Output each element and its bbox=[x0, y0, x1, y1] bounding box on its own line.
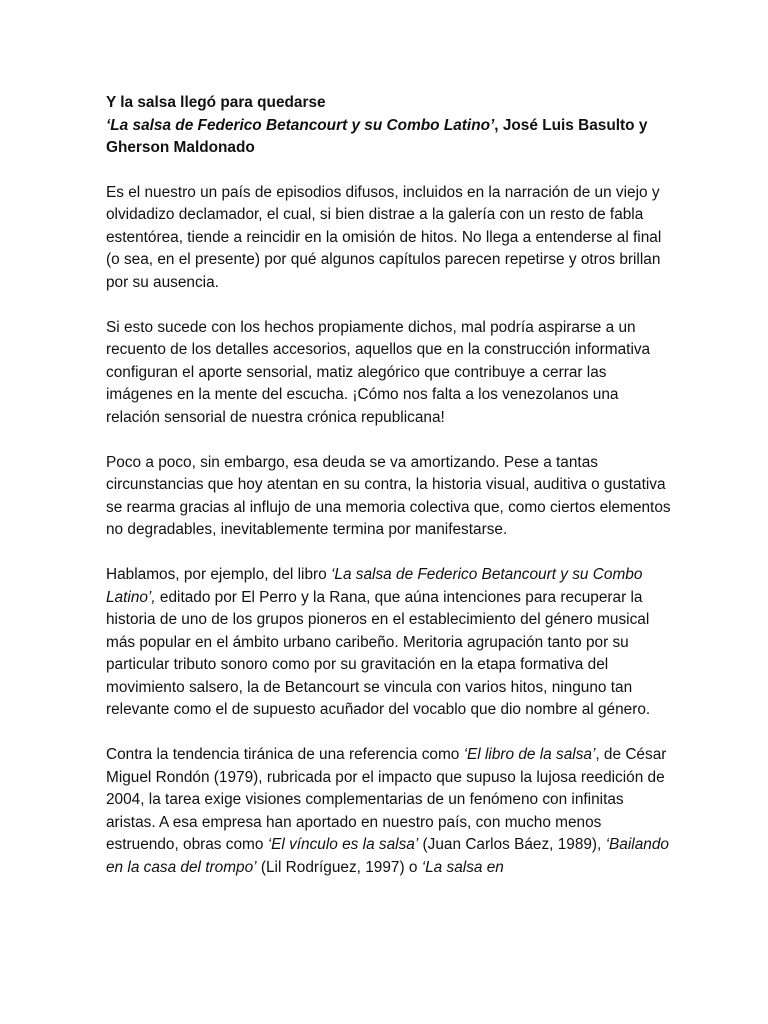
paragraph-2: Si esto sucede con los hechos propiamente dichos, mal podría aspirarse a un recuento de los detalles accesorios, aquellos que en la construcción informativa configuran el aporte sensorial, matiz alegórico que contribuye a cerrar las imágenes en la mente del escucha. ¡Cómo nos falta a los venezolanos una relación sensorial de nuestra crónica republicana! bbox=[106, 318, 651, 426]
paragraph-4-text-2: editado por El Perro y la Rana, que aúna intenciones para recuperar la historia de uno de los grupos pioneros en el establecimiento del género musical más popular en el ámbito urbano caribeño. Meritoria agrupación tanto por su particular tributo sonoro como por su gravitación en la etapa formativa del movimiento salsero, la de Betancourt se vincula con varios hitos, ninguno tan relevante como el de supuesto acuñador del vocablo que dio nombre al género. bbox=[106, 588, 651, 718]
article-title: Y la salsa llegó para quedarse bbox=[106, 94, 326, 111]
paragraph-1: Es el nuestro un país de episodios difusos, incluidos en la narración de un viejo y olvidadizo declamador, el cual, si bien distrae a la galería con un resto de fabla estentórea, tiende a reincidir en la omisión de hitos. No llega a entenderse al final (o sea, en el presente) por qué algunos capítulos parecen repetirse y otros brillan por su ausencia. bbox=[106, 183, 662, 291]
article-heading bbox=[106, 92, 676, 160]
book-title: ‘La salsa de Federico Betancourt y su Combo Latino’ bbox=[106, 116, 495, 134]
paragraph-4-book-title: ‘La salsa de Federico Betancourt y su Combo Latino’, bbox=[106, 566, 643, 606]
paragraph-5-text-4: (Lil Rodríguez, 1997) o bbox=[256, 858, 422, 876]
paragraph-5-text-2: , de César Miguel Rondón (1979), rubricada por el impacto que supuso la lujosa reedición de 2004, la tarea exige visiones complementarias de un fenómeno con infinitas aristas. A esa empresa han aportado en nuestro país, con mucho menos estruendo, obras como bbox=[106, 746, 667, 853]
paragraph-3: Poco a poco, sin embargo, esa deuda se va amortizando. Pese a tantas circunstancias que hoy atentan en su contra, la historia visual, auditiva o gustativa se rearma gracias al influjo de una memoria colectiva que, como ciertos elementos no degradables, inevitablemente termina por manifestarse. bbox=[106, 453, 671, 538]
paragraph-5-book-title-3: ‘Bailando en la casa del trompo’ bbox=[106, 836, 669, 876]
paragraph-5-book-title-1: ‘El libro de la salsa’ bbox=[463, 746, 596, 763]
paragraph-4 bbox=[106, 564, 676, 722]
paragraph-5-text-1: Contra la tendencia tiránica de una referencia como bbox=[106, 746, 464, 763]
document-page bbox=[106, 92, 676, 902]
book-authors: , José Luis Basulto y Gherson Maldonado bbox=[106, 116, 648, 156]
article-subtitle bbox=[106, 115, 676, 160]
paragraph-5 bbox=[106, 744, 676, 879]
paragraph-4-text-1: Hablamos, por ejemplo, del libro bbox=[106, 566, 331, 583]
paragraph-5-book-title-4: ‘La salsa en bbox=[421, 858, 504, 876]
paragraph-5-book-title-2: ‘El vínculo es la salsa’ bbox=[267, 836, 419, 853]
paragraph-5-text-3: (Juan Carlos Báez, 1989), bbox=[418, 836, 606, 853]
